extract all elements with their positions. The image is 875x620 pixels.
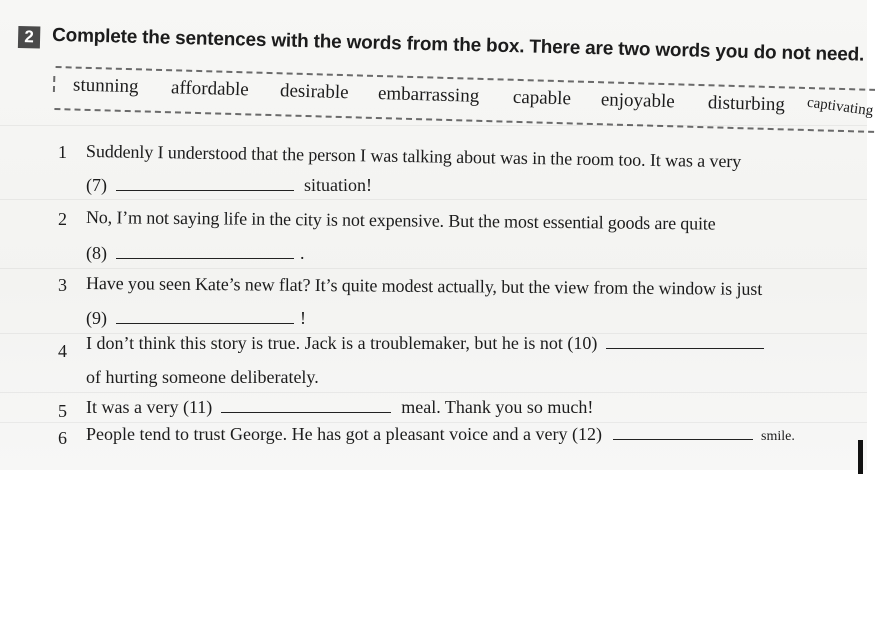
item-1-gap-number: (7)	[86, 175, 107, 195]
word-box-word: stunning	[72, 74, 139, 98]
word-box-word: desirable	[279, 80, 349, 104]
word-box-word: captivating	[806, 94, 875, 120]
item-4-before: I don’t think this story is true. Jack is a troublemaker, but he is not (10)	[86, 333, 598, 353]
item-3-line1: Have you seen Kate’s new flat? It’s quite modest actually, but the view from the window is just	[85, 273, 763, 299]
item-number: 2	[58, 209, 67, 229]
task-number-badge: 2	[18, 26, 41, 49]
item-number: 1	[58, 142, 67, 162]
divider	[0, 422, 867, 423]
item-1-line1: Suddenly I understood that the person I was talking about was in the room too. It was a very	[85, 141, 742, 172]
item-number: 3	[58, 275, 67, 295]
item-1-answer-blank[interactable]	[116, 175, 294, 191]
item-4-line2: of hurting someone deliberately.	[86, 367, 319, 387]
item-1-line2	[86, 175, 372, 196]
divider	[0, 199, 867, 200]
item-3-after: !	[300, 308, 306, 328]
item-number: 6	[58, 428, 67, 448]
item-2-answer-blank[interactable]	[116, 243, 294, 259]
divider	[0, 125, 867, 126]
page-edge-shadow	[858, 440, 863, 474]
word-box-edge	[53, 76, 57, 92]
item-6-before: People tend to trust George. He has got a pleasant voice and a very (12)	[86, 424, 603, 444]
item-5-line	[86, 397, 593, 418]
item-3-answer-blank[interactable]	[116, 308, 294, 324]
item-3-gap-number: (9)	[86, 308, 107, 328]
item-4-line1	[86, 333, 764, 354]
divider	[0, 392, 867, 393]
word-box-word: affordable	[170, 77, 250, 101]
divider	[0, 268, 867, 269]
item-number: 5	[58, 401, 67, 421]
item-1-after: situation!	[304, 175, 372, 195]
item-6-line	[86, 424, 795, 445]
item-4-answer-blank[interactable]	[606, 333, 764, 349]
word-box-word: disturbing	[707, 92, 786, 116]
item-2-after: .	[300, 243, 305, 263]
item-2-gap-number: (8)	[86, 243, 107, 263]
word-box-word: enjoyable	[600, 89, 676, 113]
item-5-answer-blank[interactable]	[221, 397, 391, 413]
word-box-word: embarrassing	[377, 83, 480, 107]
task-instruction: Complete the sentences with the words from the box. There are two words you do not need.	[51, 24, 865, 66]
item-6-answer-blank[interactable]	[613, 424, 753, 440]
item-3-line2	[86, 308, 306, 329]
item-2-line2	[86, 243, 305, 264]
item-5-after: meal. Thank you so much!	[401, 397, 594, 417]
item-number: 4	[58, 341, 67, 361]
item-5-before: It was a very (11)	[86, 397, 213, 417]
word-box-word: capable	[512, 86, 572, 110]
item-2-line1: No, I’m not saying life in the city is not expensive. But the most essential goods are quite	[85, 207, 716, 234]
item-6-after: smile.	[761, 429, 795, 444]
